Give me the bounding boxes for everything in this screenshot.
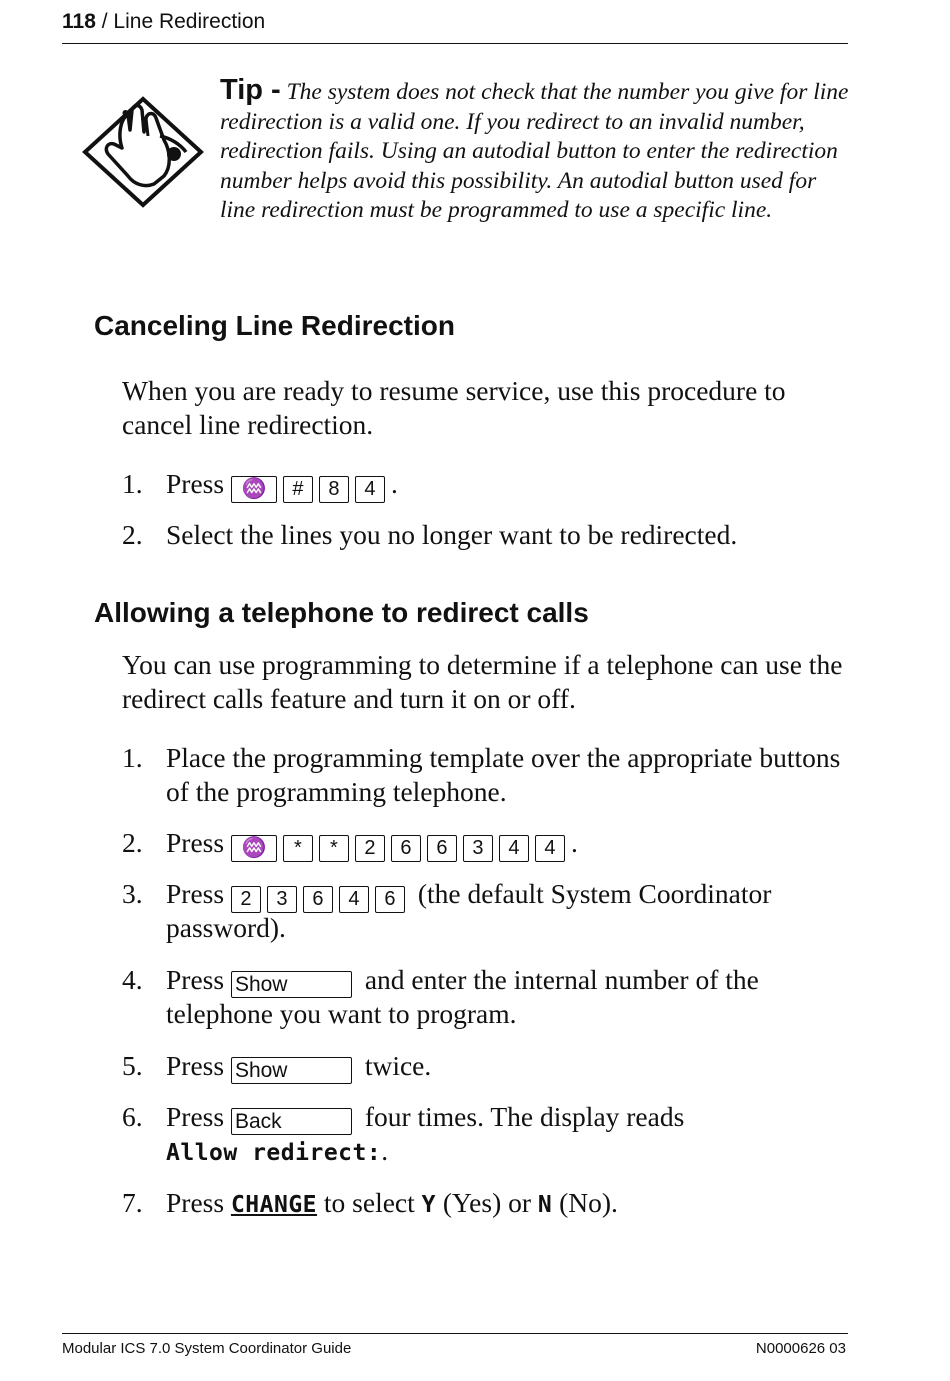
key-6[interactable]: 6 xyxy=(303,886,333,913)
tip-hand-icon xyxy=(82,96,204,208)
header-rule xyxy=(62,43,848,44)
key-hash[interactable]: # xyxy=(283,476,313,503)
show-soft-key[interactable]: Show xyxy=(231,1057,352,1084)
key-2[interactable]: 2 xyxy=(231,886,261,913)
page-number: 118 xyxy=(62,10,96,33)
key-6[interactable]: 6 xyxy=(375,886,405,913)
section-title-allowing: Allowing a telephone to redirect calls xyxy=(94,597,589,628)
key-8[interactable]: 8 xyxy=(319,476,349,503)
feature-key-icon[interactable]: ♒ xyxy=(231,835,277,862)
key-4[interactable]: 4 xyxy=(339,886,369,913)
page-header xyxy=(62,10,847,34)
key-2[interactable]: 2 xyxy=(355,835,385,862)
header-separator: / xyxy=(101,10,108,33)
change-option[interactable]: CHANGE xyxy=(230,1192,318,1218)
footer-rule xyxy=(62,1333,848,1334)
key-4[interactable]: 4 xyxy=(355,476,385,503)
display-text: Allow redirect: xyxy=(166,1140,382,1166)
yes-option: Y xyxy=(421,1192,437,1218)
key-3[interactable]: 3 xyxy=(463,835,493,862)
key-star[interactable]: * xyxy=(319,835,349,862)
tip-body: The system does not check that the number you give for line redirection is a valid one. If you redirect to an invalid number, redirection fails. Using an autodial button to enter the redirection number helps avoid this possibility. An autodial button used for line redirection must be programmed to use a specific line. xyxy=(220,79,849,224)
tip-text xyxy=(220,76,850,226)
back-soft-key[interactable]: Back xyxy=(231,1108,352,1135)
key-4[interactable]: 4 xyxy=(535,835,565,862)
key-6[interactable]: 6 xyxy=(391,835,421,862)
section-title-canceling: Canceling Line Redirection xyxy=(94,310,455,341)
key-4[interactable]: 4 xyxy=(499,835,529,862)
no-option: N xyxy=(537,1192,553,1218)
feature-key-icon[interactable]: ♒ xyxy=(231,476,277,503)
show-soft-key[interactable]: Show xyxy=(231,971,352,998)
header-section: Line Redirection xyxy=(113,10,266,33)
key-3[interactable]: 3 xyxy=(267,886,297,913)
section2-intro: You can use programming to determine if a telephone can use the redirect calls feature and turn it on or off. xyxy=(122,649,843,714)
section1-intro: When you are ready to resume service, use this procedure to cancel line redirection. xyxy=(122,375,786,440)
key-6[interactable]: 6 xyxy=(427,835,457,862)
footer-doc-number: N0000626 03 xyxy=(755,1340,846,1357)
key-star[interactable]: * xyxy=(283,835,313,862)
footer-guide-title: Modular ICS 7.0 System Coordinator Guide xyxy=(62,1340,352,1357)
tip-label: Tip - xyxy=(220,74,281,106)
